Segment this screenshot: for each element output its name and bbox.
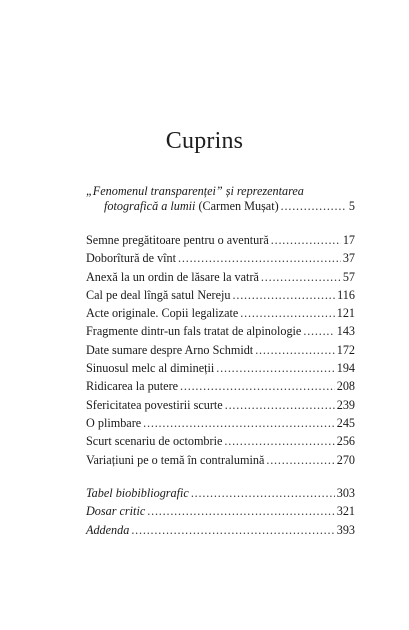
- entry-page-number: 143: [336, 324, 355, 339]
- dot-leader: [143, 416, 335, 431]
- entry-page-number: 121: [336, 306, 355, 321]
- toc-entry: [86, 434, 355, 452]
- entry-page-number: 172: [336, 342, 355, 357]
- entry-page-number: 245: [336, 415, 355, 430]
- toc-entry: [86, 379, 355, 397]
- entry-title: Variațiuni pe o temă în contralumină: [86, 452, 265, 467]
- appendix-page-number: 321: [336, 504, 355, 519]
- toc-appendix-list: [86, 486, 355, 541]
- entry-title: O plimbare: [86, 415, 142, 430]
- entry-title: Fragmente dintr-un fals tratat de alpinologie: [86, 324, 302, 339]
- toc-entry: [86, 453, 355, 471]
- intro-author: (Carmen Mușat): [195, 199, 279, 213]
- entry-page-number: 256: [336, 434, 355, 449]
- toc-entry: [86, 324, 355, 342]
- intro-title-italic: fotografică a lumii: [104, 199, 196, 213]
- toc-appendix-entry: [86, 523, 355, 541]
- dot-leader: [224, 434, 334, 449]
- intro-page-number: 5: [348, 199, 355, 213]
- entry-page-number: 116: [337, 287, 355, 302]
- dot-leader: [281, 199, 347, 214]
- toc-entry: [86, 361, 355, 379]
- dot-leader: [261, 270, 341, 285]
- intro-title-line2: [104, 199, 279, 214]
- dot-leader: [178, 251, 341, 266]
- entry-page-number: 208: [336, 379, 355, 394]
- toc-entry: [86, 343, 355, 361]
- dot-leader: [131, 523, 334, 538]
- dot-leader: [147, 504, 334, 519]
- entry-title: Ridicarea la putere: [86, 379, 179, 394]
- toc-entry: [86, 233, 355, 251]
- entry-title: Sfericitatea povestirii scurte: [86, 397, 223, 412]
- toc-intro-entry: [86, 184, 355, 217]
- entry-page-number: 17: [342, 233, 355, 247]
- dot-leader: [303, 324, 334, 339]
- entry-title: Doborîtură de vînt: [86, 251, 177, 266]
- dot-leader: [255, 343, 335, 358]
- toc-entry: [86, 270, 355, 288]
- toc-entry: [86, 306, 355, 324]
- toc-entry: [86, 251, 355, 269]
- toc-entry: [86, 288, 355, 306]
- appendix-title: Addenda: [86, 522, 130, 537]
- appendix-title: Dosar critic: [86, 504, 146, 519]
- toc-appendix-entry: [86, 486, 355, 504]
- entry-title: Acte originale. Copii legalizate: [86, 306, 239, 321]
- entry-page-number: 270: [336, 452, 355, 467]
- dot-leader: [266, 453, 334, 468]
- appendix-page-number: 303: [336, 486, 355, 500]
- entry-page-number: 37: [342, 251, 355, 266]
- dot-leader: [240, 306, 334, 321]
- toc-main-list: [86, 233, 355, 471]
- appendix-page-number: 393: [336, 522, 355, 537]
- toc-entry: [86, 416, 355, 434]
- entry-title: Anexă la un ordin de lăsare la vatră: [86, 269, 259, 284]
- entry-page-number: 194: [336, 361, 355, 376]
- appendix-title: Tabel biobibliografic: [86, 486, 189, 500]
- entry-title: Scurt scenariu de octombrie: [86, 434, 223, 449]
- intro-title-line1: „Fenomenul transparenței” și reprezentarea: [86, 184, 304, 198]
- intro-line2: [86, 199, 355, 217]
- toc-appendix-entry: [86, 504, 355, 522]
- dot-leader: [191, 486, 335, 501]
- page-title: Cuprins: [165, 128, 244, 154]
- dot-leader: [216, 361, 334, 376]
- dot-leader: [225, 398, 335, 413]
- entry-page-number: 239: [336, 397, 355, 412]
- dot-leader: [271, 233, 341, 248]
- entry-title: Sinuosul melc al dimineții: [86, 361, 215, 376]
- dot-leader: [180, 379, 335, 394]
- entry-title: Semne pregătitoare pentru o aventură: [86, 233, 269, 247]
- toc-entry: [86, 398, 355, 416]
- entry-page-number: 57: [342, 269, 355, 284]
- entry-title: Date sumare despre Arno Schmidt: [86, 342, 254, 357]
- dot-leader: [233, 288, 336, 303]
- entry-title: Cal pe deal lîngă satul Nereju: [86, 287, 231, 302]
